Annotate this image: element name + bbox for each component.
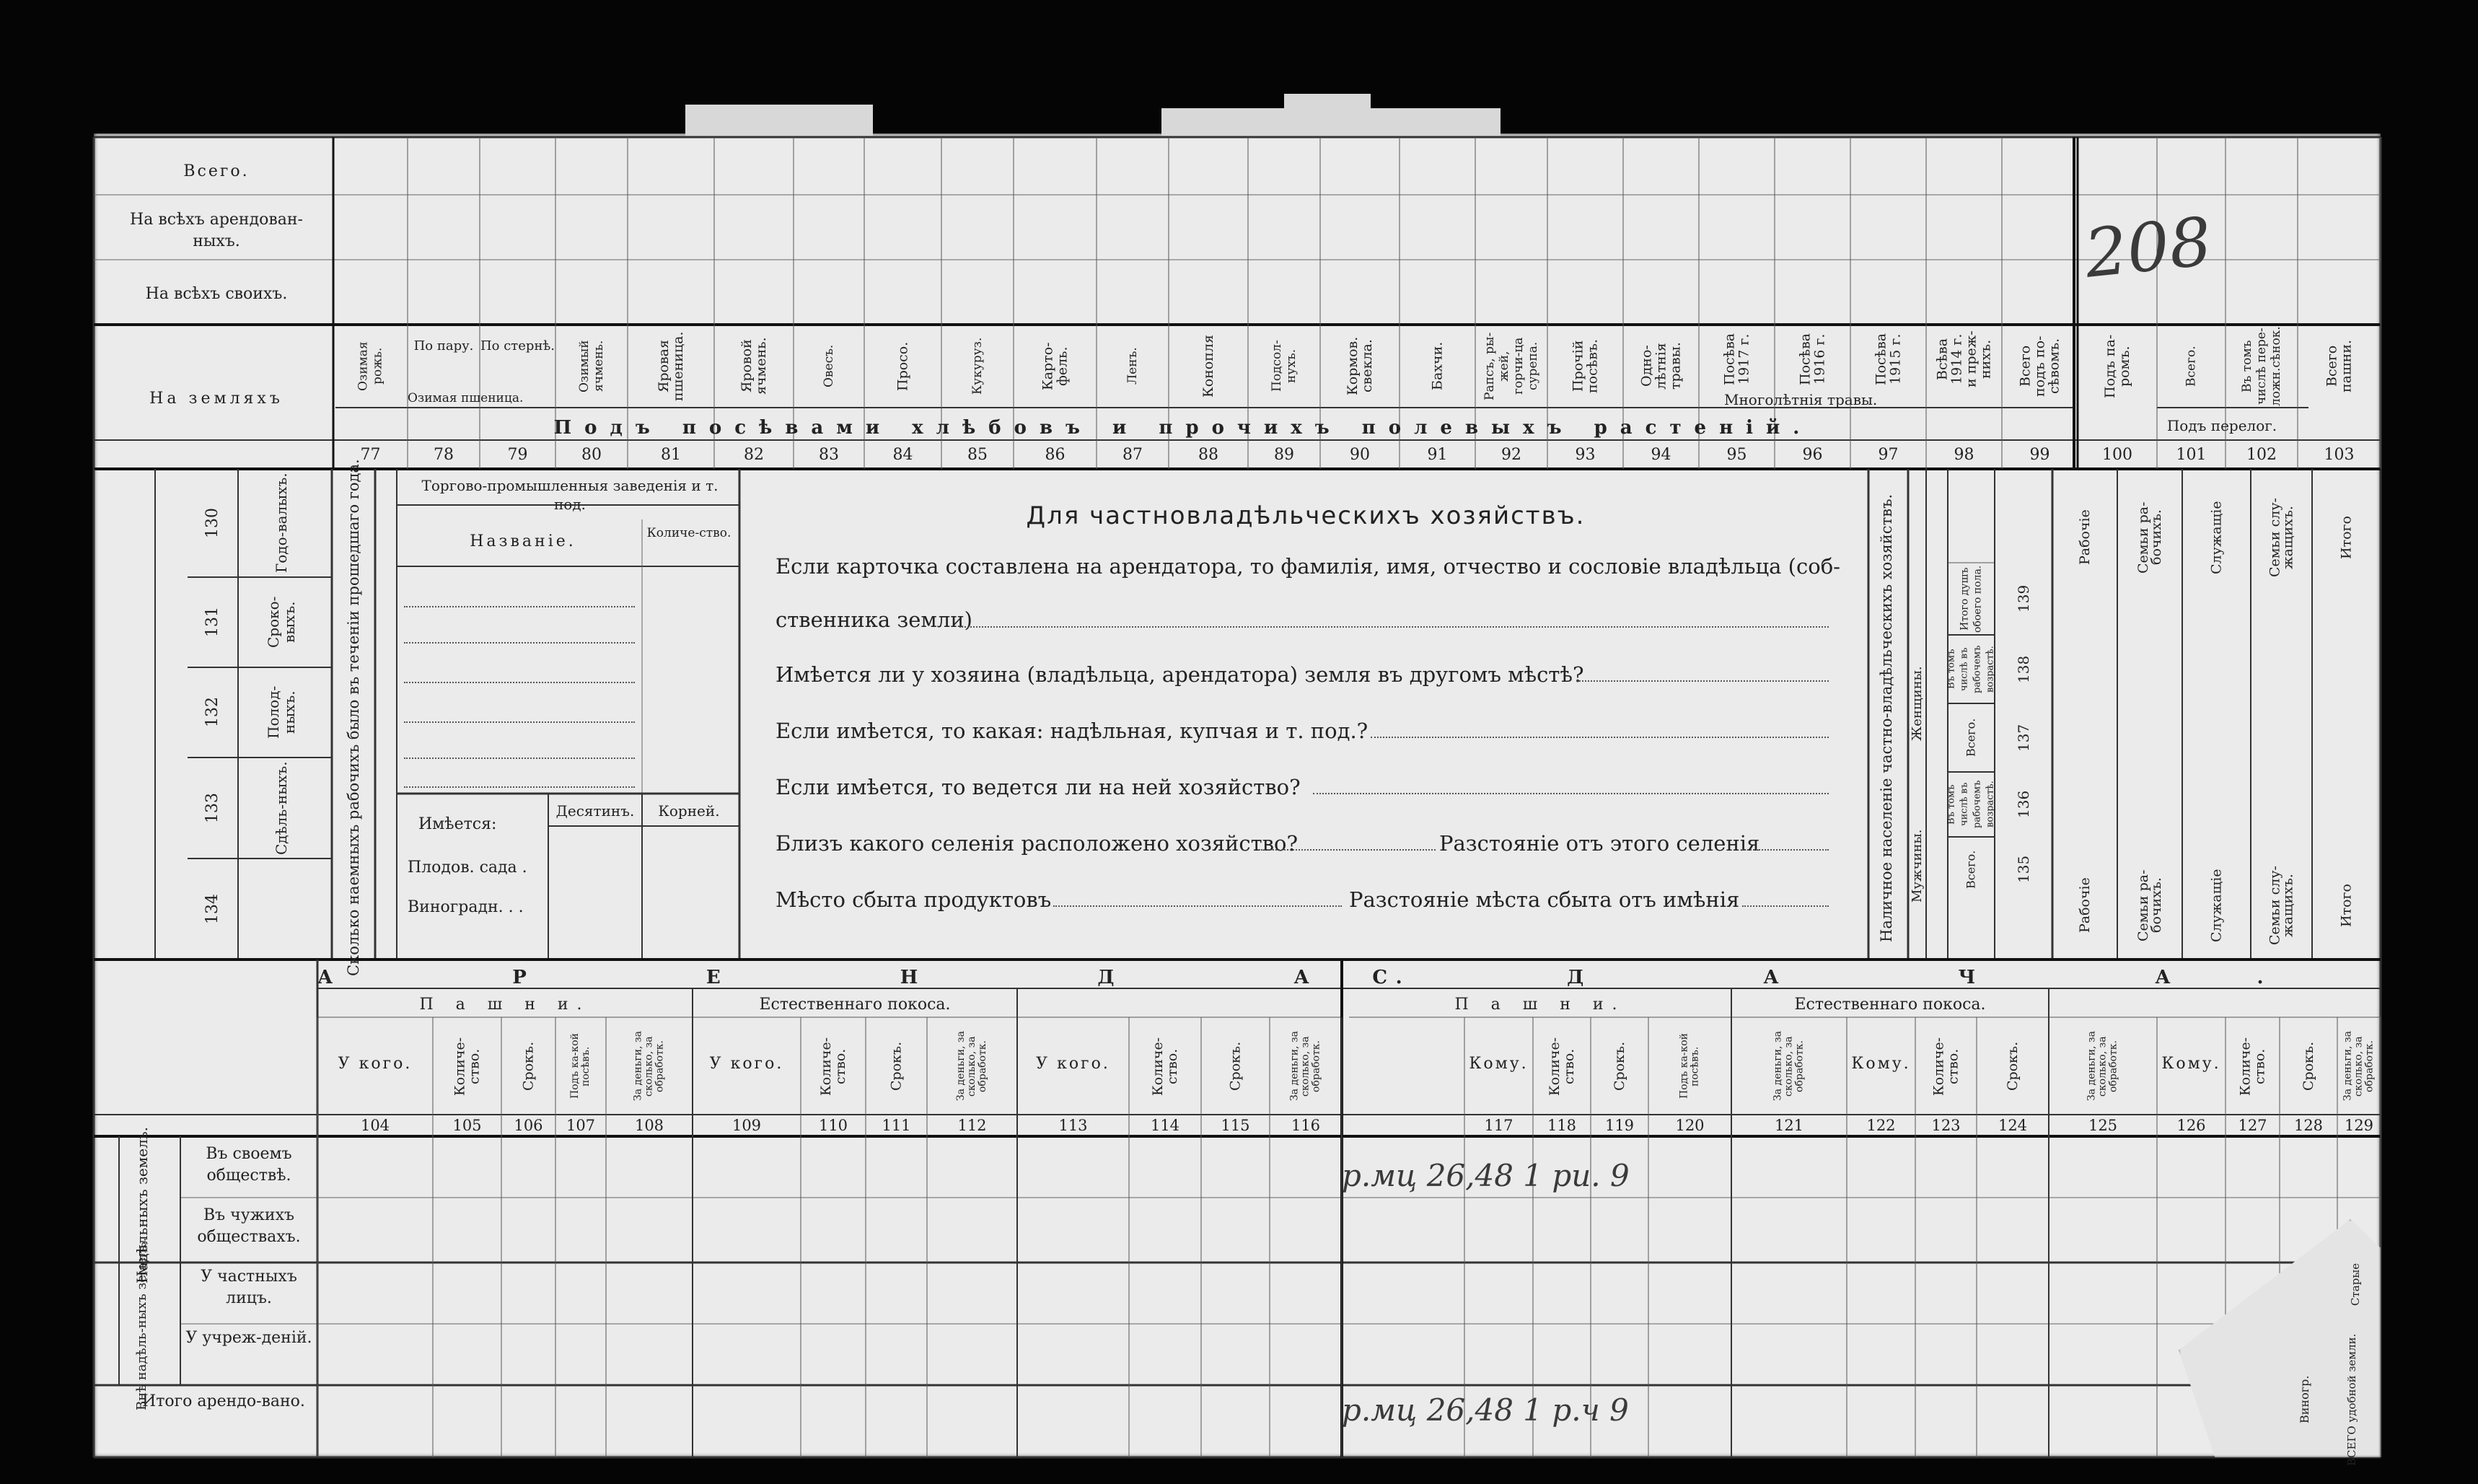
crop-num-80: 80 (581, 446, 602, 464)
private-line-4: Если имѣется, то какая: надѣльная, купчая и т. под.? (776, 719, 1368, 743)
sdacha-num-123: 123 (1931, 1117, 1961, 1134)
label-under-fallow: Подъ перелог. (2166, 417, 2277, 434)
sdacha-num-117: 117 (1484, 1117, 1513, 1134)
arenda-col-110: Количе-ство. (818, 1037, 848, 1096)
arenda-num-111: 111 (882, 1117, 911, 1134)
answer-dotted-line[interactable] (1576, 680, 1829, 682)
label-total-both: Итого душъ обоего пола. (1959, 565, 1984, 633)
crop-col-80: Озимый ячмень. (577, 340, 606, 392)
arenda-col-114: Количе-ство. (1150, 1037, 1180, 1096)
label-other-community: Въ чужихъ обществахъ. (197, 1206, 301, 1246)
arenda-num-106: 106 (514, 1117, 543, 1134)
livestock-label-130: Годо-валыхъ. (273, 473, 290, 574)
crop-num-89: 89 (1274, 446, 1294, 464)
livestock-num-133: 133 (203, 793, 221, 823)
private-line-1: Если карточка составлена на арендатора, то фамилiя, имя, отчество и сословiе владѣльца (соб- (776, 554, 1840, 579)
livestock-num-132: 132 (203, 697, 221, 728)
trade-name-col: Названiе. (470, 532, 576, 550)
sdacha-num-120: 120 (1675, 1117, 1705, 1134)
trade-title: Торгово-промышленныя заведенiя и т. под. (421, 477, 719, 513)
crop-num-98: 98 (1954, 446, 1974, 464)
row-label-total: Всего. (183, 162, 250, 180)
answer-dotted-line[interactable] (1313, 793, 1829, 794)
sdacha-col-128: Срокъ. (2301, 1041, 2316, 1092)
trade-entry-line[interactable] (404, 682, 635, 683)
arenda-num-116: 116 (1291, 1117, 1321, 1134)
crop-num-86: 86 (1045, 446, 1066, 464)
sdacha-num-125: 125 (2088, 1117, 2118, 1134)
label-total-women: Всего. (1964, 718, 1978, 758)
livestock-label-133: Сдѣль-ныхъ. (273, 761, 290, 855)
distance-village: Разстоянiе отъ этого селенiя (1439, 831, 1760, 856)
has-label: Имѣется: (418, 815, 497, 833)
crop-col-101: Всего. (2184, 346, 2199, 387)
population-title: Наличное населенiе частно-владѣльческихъ хозяйствъ. (1878, 493, 1895, 942)
arenda-word: А Р Е Н Д А. (317, 967, 1489, 988)
crop-num-95: 95 (1726, 446, 1747, 464)
answer-dotted-line[interactable] (1742, 849, 1829, 851)
sdacha-num-129: 129 (2344, 1117, 2374, 1134)
crop-num-91: 91 (1427, 446, 1448, 464)
pop-num-136: 136 (2015, 790, 2032, 819)
label-incl-women: Въ томъ числѣ въ рабочемъ возрастѣ. (1946, 645, 1996, 693)
handwritten-entry-own-community: р.мц 26,48 1 ри. 9 (1342, 1158, 1630, 1193)
crop-num-100: 100 (2102, 446, 2132, 464)
crop-col-93: Прочiй посѣвъ. (1570, 338, 1601, 394)
crop-num-77: 77 (360, 446, 381, 464)
crop-num-79: 79 (507, 446, 528, 464)
korney-col: Корней. (658, 802, 720, 820)
pop-col-top-2: Служащiе (2208, 501, 2225, 574)
crop-col-91: Бахчи. (1429, 341, 1446, 391)
sdacha-num-124: 124 (1998, 1117, 2028, 1134)
arenda-col-113: У кого. (1036, 1055, 1110, 1073)
crop-col-78: По пару. (413, 338, 474, 354)
arenda-num-112: 112 (957, 1117, 987, 1134)
private-line-2: ственника земли) (776, 607, 972, 632)
arenda-num-110: 110 (818, 1117, 848, 1134)
crop-col-94: Одно-лѣтнiя травы. (1638, 342, 1684, 390)
sdacha-num-128: 128 (2293, 1117, 2324, 1134)
crop-num-78: 78 (434, 446, 454, 464)
arenda-col-115: Срокъ. (1227, 1041, 1244, 1092)
label-non-nadel-lands: Внѣ надѣль-ныхъ земель. (134, 1237, 149, 1410)
arenda-col-105: Количе-ство. (452, 1037, 483, 1096)
crop-col-84: Просо. (895, 341, 911, 391)
label-institutions: У учреж-денiй. (185, 1329, 312, 1347)
label-women: Женщины. (1910, 666, 1925, 741)
handwritten-entry-total: р.мц 26,48 1 р.ч 9 (1342, 1392, 1629, 1428)
arenda-num-109: 109 (731, 1117, 762, 1134)
pop-col-top-4: Итого (2338, 516, 2355, 559)
crop-col-100: Подъ па-ромъ. (2102, 334, 2132, 398)
trade-entry-line[interactable] (404, 758, 635, 759)
livestock-num-131: 131 (203, 607, 221, 638)
arenda-pashni: П а ш н и. (419, 996, 591, 1014)
crop-col-89: Подсол-нухъ. (1270, 340, 1299, 392)
vineyard-label: Виноградн. . . (408, 898, 524, 916)
sdacha-col-126: Кому. (2161, 1055, 2221, 1073)
pop-num-139: 139 (2015, 584, 2032, 613)
crop-col-87: Ленъ. (1125, 347, 1140, 385)
sdacha-col-122: Кому. (1851, 1055, 1911, 1073)
pop-col-bot-3: Семьи слу-жащихъ. (2267, 866, 2296, 945)
sdacha-word: С Д А Ч А. (1372, 967, 2350, 988)
trade-qty-col: Количе-ство. (646, 526, 731, 540)
crop-col-85: Кукуруз. (970, 337, 985, 395)
label-men: Мужчины. (1910, 829, 1925, 903)
pop-num-138: 138 (2015, 655, 2032, 683)
sdacha-col-118: Количе-ство. (1547, 1037, 1577, 1096)
crop-num-92: 92 (1501, 446, 1521, 464)
crop-num-81: 81 (661, 446, 681, 464)
crop-num-94: 94 (1651, 446, 1671, 464)
pop-num-137: 137 (2015, 724, 2032, 752)
label-perennial-grasses: Многолѣтнiя травы. (1724, 391, 1878, 408)
corner-starye: Старые (2349, 1263, 2362, 1306)
crop-col-97: Посѣва 1915 г. (1873, 333, 1904, 385)
crop-num-88: 88 (1198, 446, 1218, 464)
pop-col-top-0: Рабочiе (2077, 509, 2093, 566)
crop-col-102: Въ томъ числѣ пере-ложн.сѣнок. (2240, 326, 2283, 406)
arenda-col-106: Срокъ. (520, 1041, 537, 1092)
livestock-label-131: Сроко-выхъ. (265, 596, 298, 649)
answer-dotted-line[interactable] (1371, 737, 1829, 738)
crop-num-103: 103 (2324, 446, 2355, 464)
arenda-col-111: Срокъ. (888, 1041, 905, 1092)
label-own-community: Въ своемъ обществѣ. (206, 1145, 292, 1185)
crop-col-90: Кормов. свекла. (1345, 336, 1375, 396)
handwritten-card-number: 208 (2081, 203, 2215, 293)
row-label-rented: На всѣхъ арендован- ныхъ. (130, 211, 303, 250)
private-line-5: Если имѣется, то ведется ли на ней хозяйство? (776, 775, 1301, 799)
arenda-num-105: 105 (452, 1117, 482, 1134)
sdacha-col-117: Кому. (1469, 1055, 1529, 1073)
crop-col-99: Всего подъ по-сѣвомъ. (2017, 335, 2062, 397)
label-total-rented: Итого арендо-вано. (142, 1392, 305, 1410)
crop-col-79: По стернѣ. (480, 338, 555, 354)
sdacha-col-127: Количе-ство. (2237, 1037, 2268, 1096)
orchard-label: Плодов. сада . (408, 859, 527, 877)
private-line-7: Мѣсто сбыта продуктовъ (776, 887, 1052, 912)
sdacha-num-126: 126 (2176, 1117, 2206, 1134)
arenda-col-116: За деньги, за сколько, за обработк. (1288, 1031, 1322, 1102)
sdacha-num-122: 122 (1866, 1117, 1896, 1134)
crop-col-96: Посѣва 1916 г. (1797, 333, 1828, 385)
crop-num-99: 99 (2029, 446, 2050, 464)
crop-num-82: 82 (744, 446, 764, 464)
private-title: Для частновладѣльческихъ хозяйствъ. (1026, 501, 1586, 530)
label-incl-men: Въ томъ числѣ въ рабочемъ возрастѣ. (1946, 780, 1996, 829)
sdacha-col-124: Срокъ. (2005, 1041, 2021, 1092)
arenda-col-109: У кого. (709, 1055, 784, 1073)
crop-col-81: Яровая пшеница. (656, 331, 686, 401)
livestock-num-134: 134 (203, 894, 221, 924)
sdacha-col-120: Подъ ка-кой посѣвъ. (1678, 1033, 1701, 1099)
sdacha-col-125: За деньги, за сколько, за обработк. (2086, 1031, 2119, 1102)
answer-dotted-line[interactable] (1053, 905, 1342, 907)
label-hired-workers: Сколько наемныхъ рабочихъ было въ теченiи прошедшаго года. (345, 459, 362, 977)
pop-col-bot-4: Итого (2338, 884, 2355, 927)
sdacha-pashni: П а ш н и. (1454, 996, 1626, 1014)
crop-col-92: Рапсъ, ры-жей, горчи-ца сурепа. (1482, 332, 1540, 400)
answer-dotted-line[interactable] (1742, 905, 1829, 907)
trade-entry-line[interactable] (404, 642, 635, 644)
livestock-num-130: 130 (203, 508, 221, 538)
crop-col-103: Всего пашни. (2324, 339, 2355, 393)
crop-col-95: Посѣва 1917 г. (1721, 333, 1752, 385)
arenda-num-104: 104 (360, 1117, 390, 1134)
crop-num-90: 90 (1350, 446, 1370, 464)
trade-entry-line[interactable] (404, 786, 635, 788)
arenda-num-108: 108 (634, 1117, 664, 1134)
crop-col-88: Конопля (1200, 335, 1216, 398)
crop-num-97: 97 (1878, 446, 1899, 464)
sdacha-col-123: Количе-ство. (1930, 1037, 1961, 1096)
trade-entry-line[interactable] (404, 606, 635, 607)
arenda-col-112: За деньги, за сколько, за обработк. (955, 1031, 988, 1102)
row-label-own: На всѣхъ своихъ. (145, 285, 288, 303)
crop-num-93: 93 (1575, 446, 1596, 464)
answer-dotted-line[interactable] (959, 626, 1829, 628)
crop-num-96: 96 (1802, 446, 1823, 464)
sdacha-col-119: Срокъ. (1612, 1041, 1627, 1092)
label-total-men: Всего. (1964, 850, 1978, 889)
pop-col-bot-2: Служащiе (2208, 869, 2225, 942)
row-label-on-lands: На земляхъ (149, 390, 284, 408)
pop-col-bot-1: Семьи ра-бочихъ. (2135, 869, 2164, 941)
crop-col-98: Всѣва 1914 г. и преж-нихъ. (1934, 330, 1994, 387)
label-ozimaya-wheat: Озимая пшеница. (408, 391, 524, 405)
sdacha-num-118: 118 (1547, 1117, 1577, 1134)
crop-num-101: 101 (2176, 446, 2207, 464)
crop-col-83: Овесъ. (822, 344, 836, 388)
crop-num-83: 83 (819, 446, 839, 464)
arenda-num-107: 107 (566, 1117, 596, 1134)
pop-col-top-1: Семьи ра-бочихъ. (2135, 501, 2164, 574)
sdacha-col-121: За деньги, за сколько, за обработк. (1772, 1031, 1806, 1102)
corner-total-arable: ВСЕГО удобной земли. (2345, 1333, 2358, 1466)
sdacha-col-129: За деньги, за сколько, за обработк. (2342, 1031, 2376, 1102)
arenda-num-114: 114 (1150, 1117, 1180, 1134)
pop-num-135: 135 (2015, 855, 2032, 884)
arenda-num-113: 113 (1058, 1117, 1088, 1134)
trade-entry-line[interactable] (404, 721, 635, 723)
crop-num-102: 102 (2246, 446, 2277, 464)
desyatin-col: Десятинъ. (555, 802, 635, 820)
crop-col-77: Озимая рожь. (356, 341, 385, 391)
private-line-6: Близъ какого селенiя расположено хозяйство? (776, 831, 1299, 856)
label-nadel-lands: Надѣльныхъ земель. (133, 1126, 151, 1283)
label-private-persons: У частныхъ лицъ. (201, 1268, 297, 1307)
arenda-col-108: За деньги, за сколько, за обработк. (632, 1031, 666, 1102)
arenda-col-104: У кого. (338, 1055, 413, 1073)
banner-under-crops: Подъ посѣвами хлѣбовъ и прочихъ полевыхъ растенiй. (553, 417, 1813, 439)
crop-col-82: Яровой ячмень. (739, 337, 769, 395)
arenda-col-107: Подъ ка-кой посѣвъ. (569, 1033, 592, 1099)
arenda-num-115: 115 (1221, 1117, 1250, 1134)
crop-num-87: 87 (1122, 446, 1143, 464)
crop-num-84: 84 (892, 446, 913, 464)
corner-vinogr: Виногр. (2298, 1375, 2311, 1424)
crop-col-86: Карто-фель. (1040, 342, 1071, 390)
sdacha-num-121: 121 (1774, 1117, 1804, 1134)
pop-col-bot-0: Рабочiе (2077, 877, 2093, 934)
distance-market: Разстоянiе мѣста сбыта отъ имѣнiя (1349, 887, 1740, 912)
sdacha-pokos: Естественнаго покоса. (1794, 996, 1986, 1014)
sdacha-num-127: 127 (2238, 1117, 2267, 1134)
answer-dotted-line[interactable] (1259, 849, 1436, 851)
crop-num-85: 85 (967, 446, 988, 464)
pop-col-top-3: Семьи слу-жащихъ. (2267, 498, 2296, 577)
private-line-3: Имѣется ли у хозяина (владѣльца, арендатора) земля въ другомъ мѣстѣ? (776, 662, 1584, 687)
arenda-pokos: Естественнаго покоса. (759, 996, 951, 1014)
livestock-label-132: Полод-ныхъ. (265, 685, 298, 739)
sdacha-num-119: 119 (1604, 1117, 1635, 1134)
